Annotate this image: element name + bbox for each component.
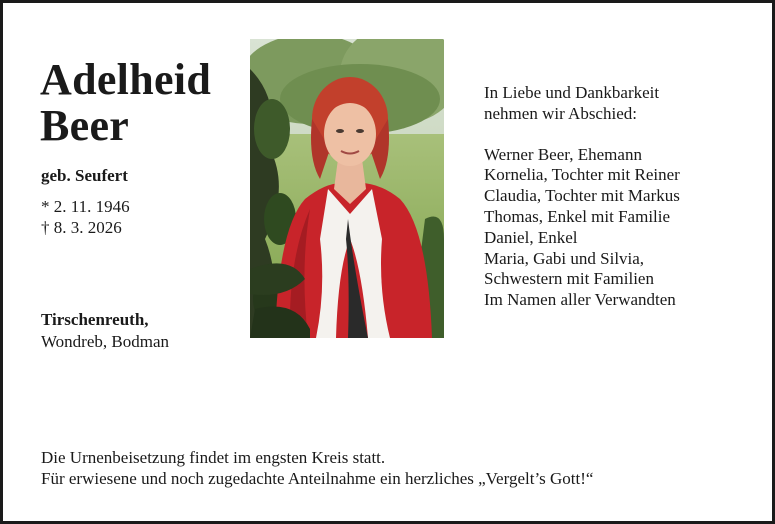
locations bbox=[41, 309, 169, 353]
last-name: Beer bbox=[40, 101, 130, 150]
mourner-line: Kornelia, Tochter mit Reiner bbox=[484, 165, 680, 185]
footer-line-2: Für erwiesene und noch zugedachte Anteilnahme ein herzliches „Vergelt’s Gott!“ bbox=[41, 469, 594, 488]
mourner-line: Claudia, Tochter mit Markus bbox=[484, 186, 680, 206]
life-dates bbox=[41, 196, 130, 238]
mourner-line: Schwestern mit Familien bbox=[484, 269, 654, 289]
footer-line-1: Die Urnenbeisetzung findet im engsten Kreis statt. bbox=[41, 448, 386, 467]
deceased-name bbox=[40, 57, 211, 149]
mourners-list bbox=[484, 83, 680, 311]
intro-line-2: nehmen wir Abschied: bbox=[484, 103, 637, 123]
mourner-line: Thomas, Enkel mit Familie bbox=[484, 206, 671, 226]
death-date: † 8. 3. 2026 bbox=[41, 218, 122, 237]
mourner-line: Werner Beer, Ehemann bbox=[484, 144, 642, 164]
maiden-name: geb. Seufert bbox=[41, 166, 128, 185]
intro-line-1: In Liebe und Dankbarkeit bbox=[484, 83, 660, 102]
mourner-line: Maria, Gabi und Silvia, bbox=[484, 248, 645, 268]
portrait-photo bbox=[250, 39, 444, 338]
birth-date: * 2. 11. 1946 bbox=[41, 197, 130, 216]
footer-text bbox=[41, 447, 593, 489]
location-other: Wondreb, Bodman bbox=[41, 332, 169, 351]
mourner-line: Im Namen aller Verwandten bbox=[484, 290, 676, 310]
mourner-line: Daniel, Enkel bbox=[484, 227, 578, 247]
location-main: Tirschenreuth, bbox=[41, 310, 149, 329]
first-name: Adelheid bbox=[40, 55, 212, 104]
